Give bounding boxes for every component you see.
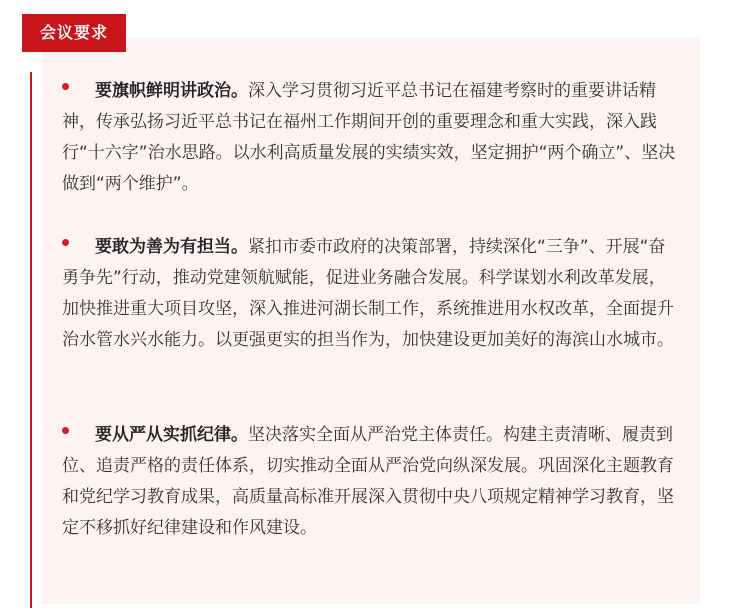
requirement-heading: 要旗帜鲜明讲政治。 [95, 81, 248, 101]
requirement-text: 坚决落实全面从严治党主体责任。构建主责清晰、履责到位、追责严格的责任体系，切实推动全面从严治党向纵深发展。巩固深化主题教育和党纪学习教育成果，高质量高标准开展深入贯彻中央八项规定精神学习教育，坚定不移抓好纪律建设和作风建设。 [62, 425, 674, 538]
requirement-text: 深入学习贯彻习近平总书记在福建考察时的重要讲话精神，传承弘扬习近平总书记在福州工作期间开创的重要理念和重大实践，深入践行“十六字”治水思路。以水利高质量发展的实绩实效，坚定拥护“两个确立”、坚决做到“两个维护”。 [62, 81, 676, 194]
bullet-dot-icon [62, 239, 69, 246]
requirement-item [62, 76, 682, 200]
requirement-item [62, 232, 682, 356]
requirement-text: 紧扣市委市政府的决策部署，持续深化“三争”、开展“奋勇争先”行动，推动党建领航赋能，促进业务融合发展。科学谋划水利改革发展，加快推进重大项目攻坚，深入推进河湖长制工作，系统推进用水权改革，全面提升治水管水兴水能力。以更强更实的担当作为，加快建设更加美好的海滨山水城市。 [62, 237, 674, 350]
left-accent-rule [30, 72, 32, 608]
requirement-item [62, 420, 682, 544]
section-tag: 会议要求 [22, 14, 126, 52]
bullet-dot-icon [62, 83, 69, 90]
bullet-dot-icon [62, 427, 69, 434]
requirement-heading: 要从严从实抓纪律。 [95, 425, 248, 445]
requirement-heading: 要敢为善为有担当。 [95, 237, 248, 257]
